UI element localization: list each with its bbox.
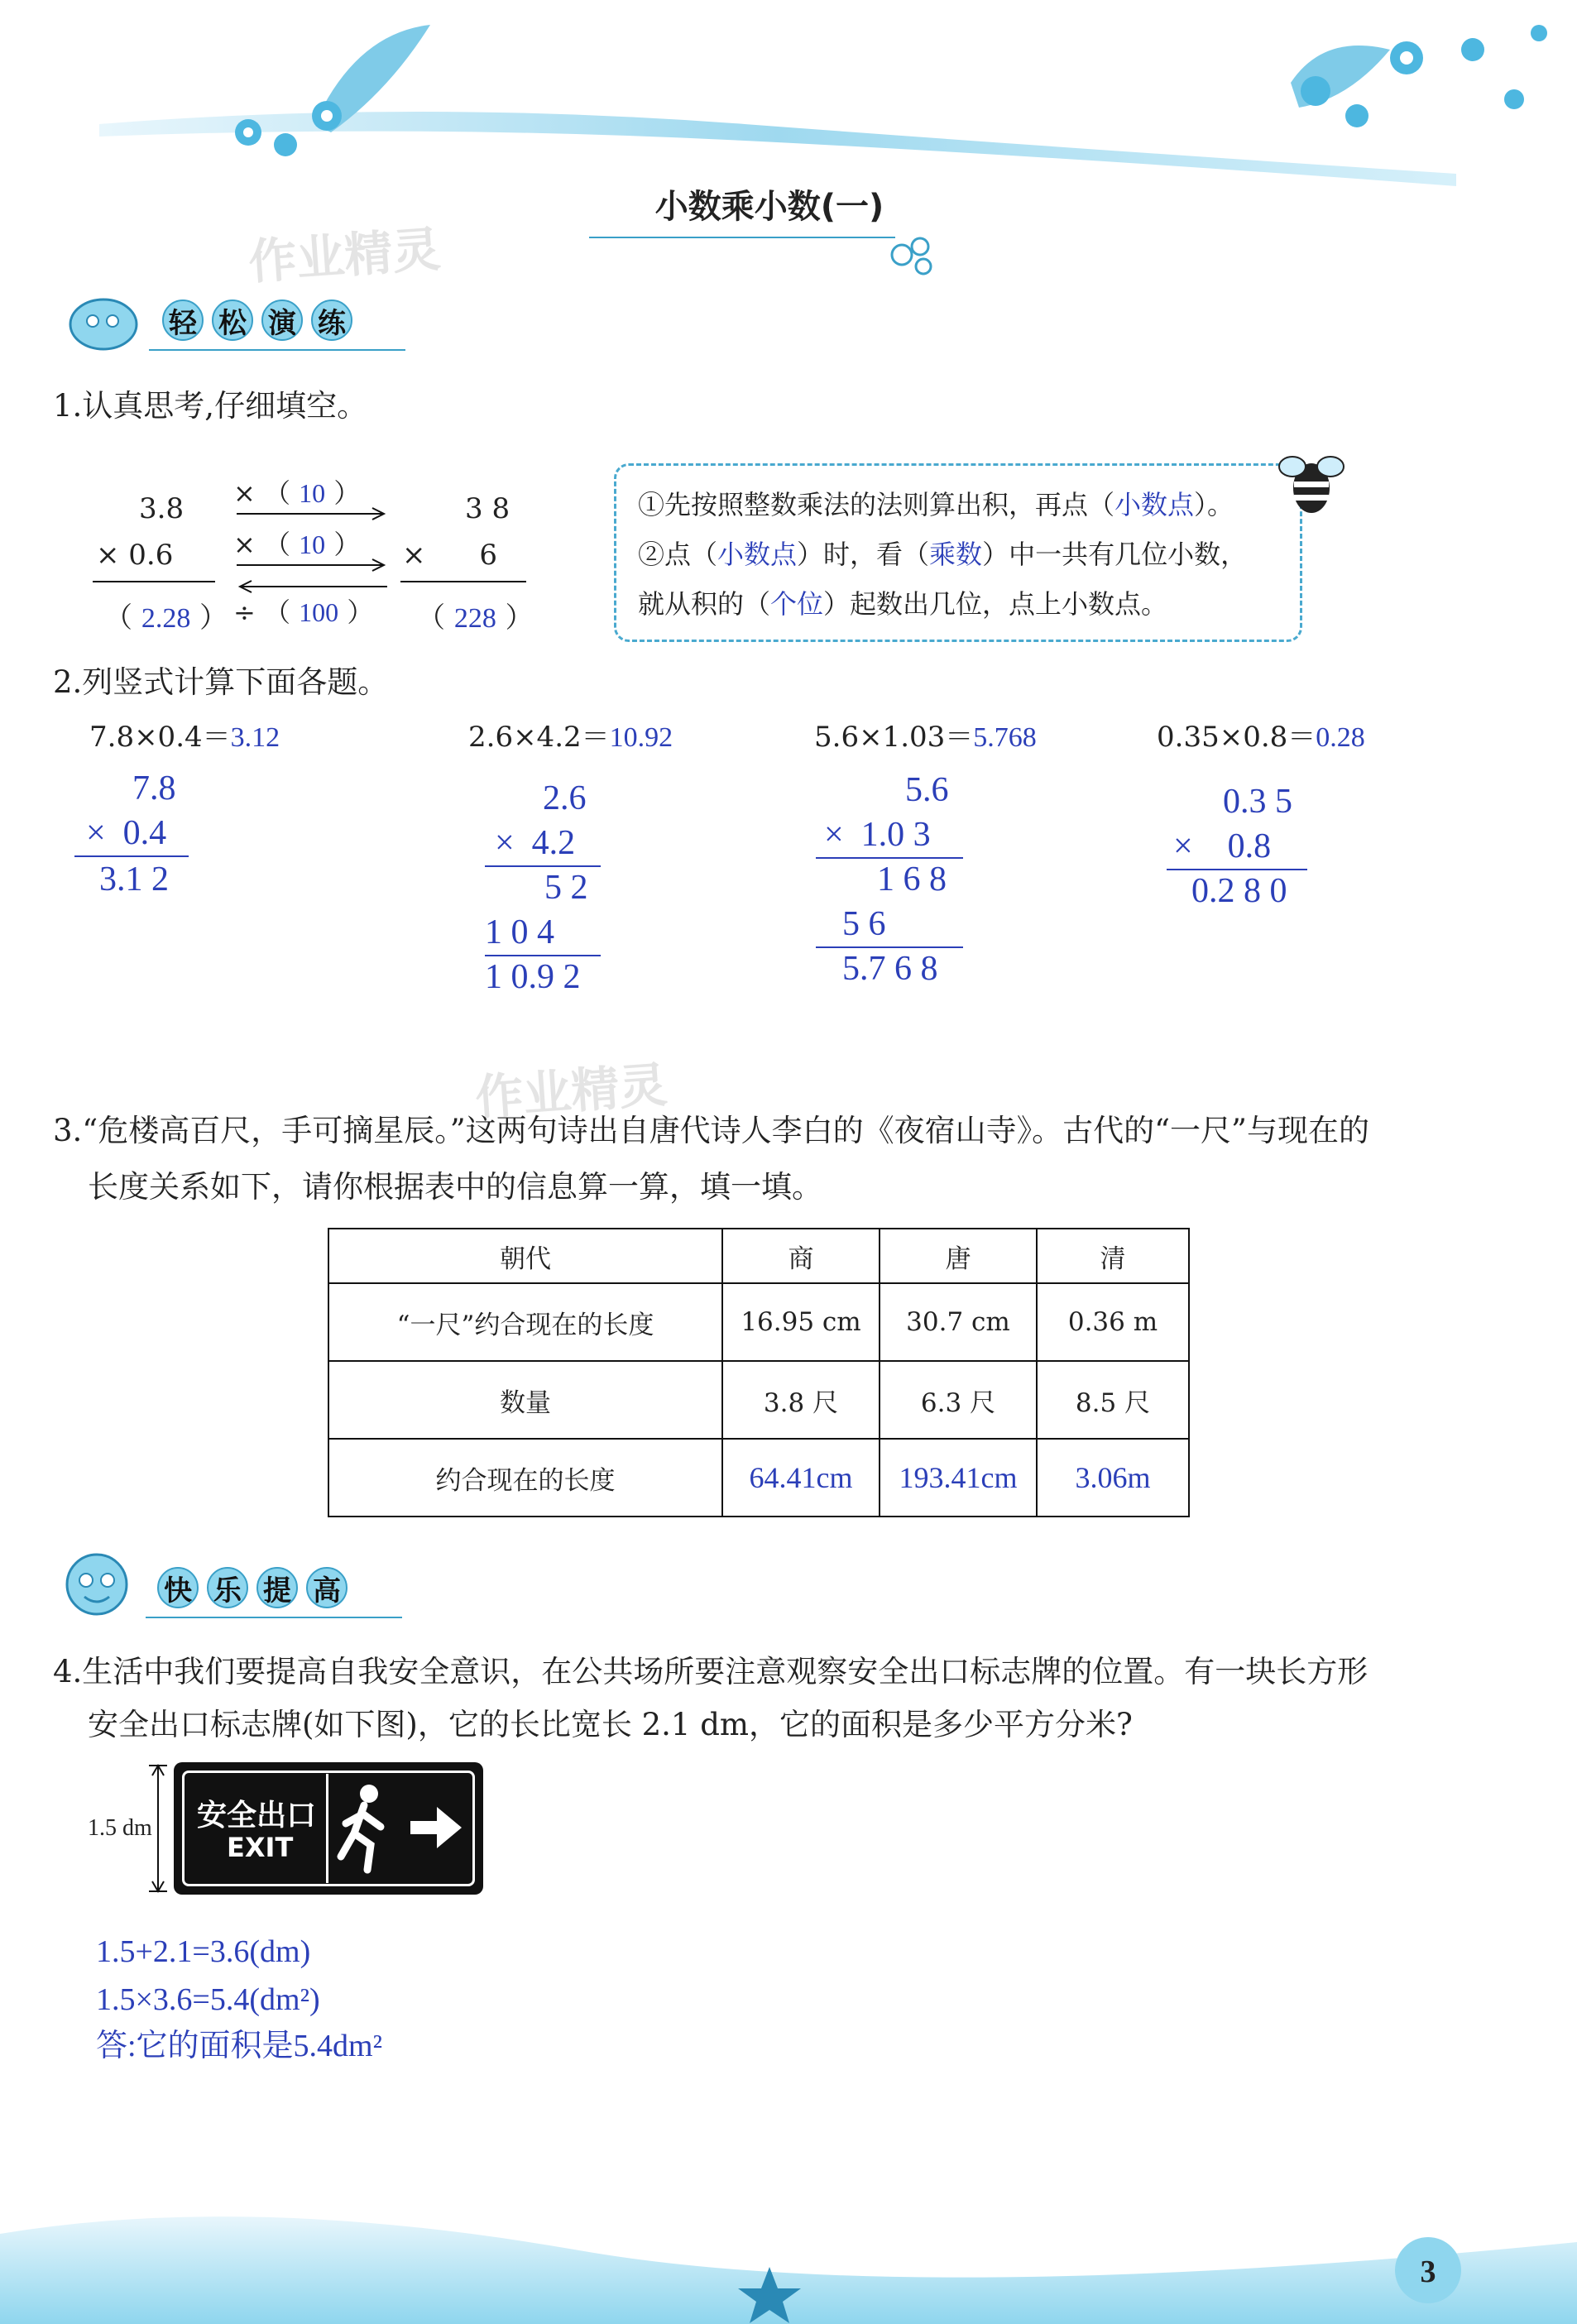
question-3-line-2: 长度关系如下，请你根据表中的信息算一算，填一填。: [88, 1169, 822, 1205]
q1-operations: [233, 477, 399, 628]
q2-work-row: × 4.2: [495, 824, 576, 862]
table-row: [328, 1439, 1189, 1517]
section-heading-practice: [162, 299, 352, 341]
watermark: 作业精灵: [473, 1056, 669, 1126]
q2-work-line: [74, 855, 189, 857]
solution-line: 1.5×3.6=5.4(dm²): [96, 1982, 320, 2017]
hint-text: ）。: [1194, 489, 1234, 520]
q2-work-row: 5.6: [905, 771, 949, 809]
arrow-right-icon: [407, 1799, 465, 1857]
question-4-line-1: 4.生活中我们要提高自我安全意识，在公共场所要注意观察安全出口标志牌的位置。有一块长方形: [53, 1654, 1368, 1689]
hint-text: ①先按照整数乘法的法则算出积，再点（: [638, 489, 1115, 520]
section-mascot-icon: [58, 291, 149, 357]
table-cell: 3.8 尺: [722, 1361, 880, 1439]
title-underline: [589, 237, 895, 238]
q2-work-row: 0.3 5: [1223, 783, 1292, 821]
q1-right-answer-value: 228: [453, 603, 496, 634]
q2-expr: 7.8×0.4＝: [89, 721, 231, 754]
q2-work-line: [485, 865, 601, 867]
section-char: 演: [261, 299, 303, 341]
q2-work-row: 1 0 4: [485, 913, 554, 951]
q2-work-row: 5 2: [544, 869, 588, 907]
arrow-right-icon: [233, 505, 391, 523]
q2-work-row: 1 0.9 2: [485, 958, 581, 996]
section-underline: [149, 349, 405, 351]
q2-work-row: × 0.4: [86, 814, 167, 852]
table-header: 清: [1037, 1229, 1189, 1283]
q2-work-row: 3.1 2: [99, 860, 169, 898]
hint-line-2: [638, 534, 1247, 572]
section-underline: [146, 1617, 402, 1618]
q2-work-row: 1 6 8: [877, 860, 947, 898]
q1-op-value: 10: [299, 478, 326, 508]
q2-expr: 0.35×0.8＝: [1157, 721, 1316, 754]
solution-line: 1.5+2.1=3.6(dm): [96, 1934, 311, 1969]
title-bubbles-decoration: [885, 232, 943, 281]
q2-work-row: 7.8: [132, 769, 176, 807]
table-cell: 约合现在的长度: [328, 1439, 722, 1517]
q2-work-line: [485, 955, 601, 956]
table-row: [328, 1283, 1189, 1361]
exit-sign: [174, 1762, 483, 1895]
arrow-left-icon: [233, 577, 391, 596]
question-3-line-1: 3.“危楼高百尺，手可摘星辰。”这两句诗出自唐代诗人李白的《夜宿山寺》。古代的“一尺”与现在的: [53, 1113, 1369, 1148]
q2-work-line: [816, 946, 963, 948]
table-cell: 6.3 尺: [880, 1361, 1037, 1439]
table-row: [328, 1361, 1189, 1439]
q1-right-line: [400, 581, 526, 582]
bee-icon: [1274, 438, 1349, 529]
table-cell: “一尺”约合现在的长度: [328, 1283, 722, 1361]
table-cell: 8.5 尺: [1037, 1361, 1189, 1439]
footer-decoration: [0, 2159, 1577, 2324]
section-char: 快: [157, 1567, 199, 1608]
table-header: 商: [722, 1229, 880, 1283]
table-cell: 0.36 m: [1037, 1283, 1189, 1361]
section-char: 练: [311, 299, 352, 341]
section-char: 提: [256, 1567, 298, 1608]
table-answer-cell: 3.06m: [1037, 1439, 1189, 1517]
section-mascot-icon: [51, 1547, 142, 1622]
q2-answer: 10.92: [609, 722, 673, 753]
q1-left-mult: × 0.6: [96, 539, 174, 572]
hint-text: 就从积的（: [638, 588, 771, 620]
q1-op-sign: ×: [233, 477, 256, 509]
table-cell: 30.7 cm: [880, 1283, 1037, 1361]
arrow-right-icon: [233, 556, 391, 574]
page-title: 小数乘小数(一): [654, 188, 884, 226]
table-header: 朝代: [328, 1229, 722, 1283]
section-heading-improve: [157, 1567, 348, 1608]
table-answer-cell: 193.41cm: [880, 1439, 1037, 1517]
hint-text: ）起数出几位，点上小数点。: [823, 588, 1168, 620]
q1-op-row: ÷ （ 100 ）: [233, 597, 374, 628]
watermark: 作业精灵: [247, 220, 443, 290]
q2-work-row: 0.2 8 0: [1191, 872, 1287, 910]
q2-work-row: 5 6: [842, 905, 886, 943]
q1-op-sign: ÷: [233, 597, 256, 628]
q2-item-2-expr: [468, 723, 673, 752]
q2-expr: 5.6×1.03＝: [814, 721, 974, 754]
section-char: 松: [212, 299, 253, 341]
q1-left-line: [93, 581, 215, 582]
dynasty-table: [328, 1228, 1190, 1517]
page-number: 3: [1420, 2255, 1436, 2289]
q2-item-1-expr: [89, 723, 280, 752]
table-cell: 16.95 cm: [722, 1283, 880, 1361]
q1-op-sign: ×: [233, 529, 256, 560]
hint-blank: 个位: [770, 589, 824, 619]
dimension-arrow-icon: [146, 1762, 170, 1895]
q2-work-row: 5.7 6 8: [842, 950, 938, 988]
q1-op-value: 100: [299, 597, 339, 627]
table-header: 唐: [880, 1229, 1037, 1283]
hint-text: ②点（: [638, 539, 718, 570]
exit-sign-cn: 安全出口: [197, 1799, 317, 1833]
q2-answer: 0.28: [1316, 722, 1365, 753]
hint-blank: 小数点: [717, 539, 798, 569]
question-2-prompt: 2.列竖式计算下面各题。: [53, 664, 389, 700]
q2-work-row: × 0.8: [1173, 827, 1272, 865]
running-man-icon: [331, 1780, 397, 1878]
q1-left-answer-value: 2.28: [141, 603, 191, 634]
q1-op-row: × （ 10 ）: [233, 529, 361, 560]
table-answer-cell: 64.41cm: [722, 1439, 880, 1517]
section-char: 轻: [162, 299, 204, 341]
hint-line-3: [638, 583, 1167, 621]
q1-right-answer: （ 228 ）: [417, 601, 534, 635]
q1-right-top: 3 8: [465, 492, 510, 525]
q1-left-answer: （ 2.28 ）: [104, 601, 228, 635]
q1-left-top: 3.8: [139, 492, 185, 525]
solution-line: 答:它的面积是5.4dm²: [96, 2029, 383, 2063]
question-1-prompt: 1.认真思考,仔细填空。: [53, 388, 368, 424]
q2-work-line: [1167, 869, 1307, 870]
q2-work-row: 2.6: [543, 779, 587, 817]
table-header-row: [328, 1229, 1189, 1283]
table-cell: 数量: [328, 1361, 722, 1439]
hint-line-1: [638, 484, 1234, 522]
q2-item-4-expr: [1157, 723, 1365, 752]
section-char: 乐: [207, 1567, 248, 1608]
q2-item-3-expr: [814, 723, 1037, 752]
q2-work-line: [816, 857, 963, 859]
exit-sign-divider: [326, 1774, 328, 1883]
q2-answer: 5.768: [973, 722, 1037, 753]
q1-right-mult: × 6: [402, 539, 497, 572]
question-4-line-2: 安全出口标志牌(如下图)，它的长比宽长 2.1 dm，它的面积是多少平方分米?: [88, 1707, 1133, 1742]
hint-text: ）中一共有几位小数，: [982, 539, 1248, 570]
q1-hint-box: [614, 463, 1302, 642]
section-char: 高: [306, 1567, 348, 1608]
hint-blank: 乘数: [929, 539, 983, 569]
hint-text: ）时，看（: [797, 539, 930, 570]
hint-blank: 小数点: [1114, 490, 1195, 520]
q1-op-value: 10: [299, 529, 326, 559]
q1-op-row: × （ 10 ）: [233, 477, 361, 509]
exit-sign-en: EXIT: [227, 1832, 294, 1863]
q2-expr: 2.6×4.2＝: [468, 721, 610, 754]
q2-answer: 3.12: [230, 722, 280, 753]
sign-width-label: 1.5 dm: [88, 1815, 152, 1841]
q2-work-row: × 1.0 3: [824, 816, 931, 854]
